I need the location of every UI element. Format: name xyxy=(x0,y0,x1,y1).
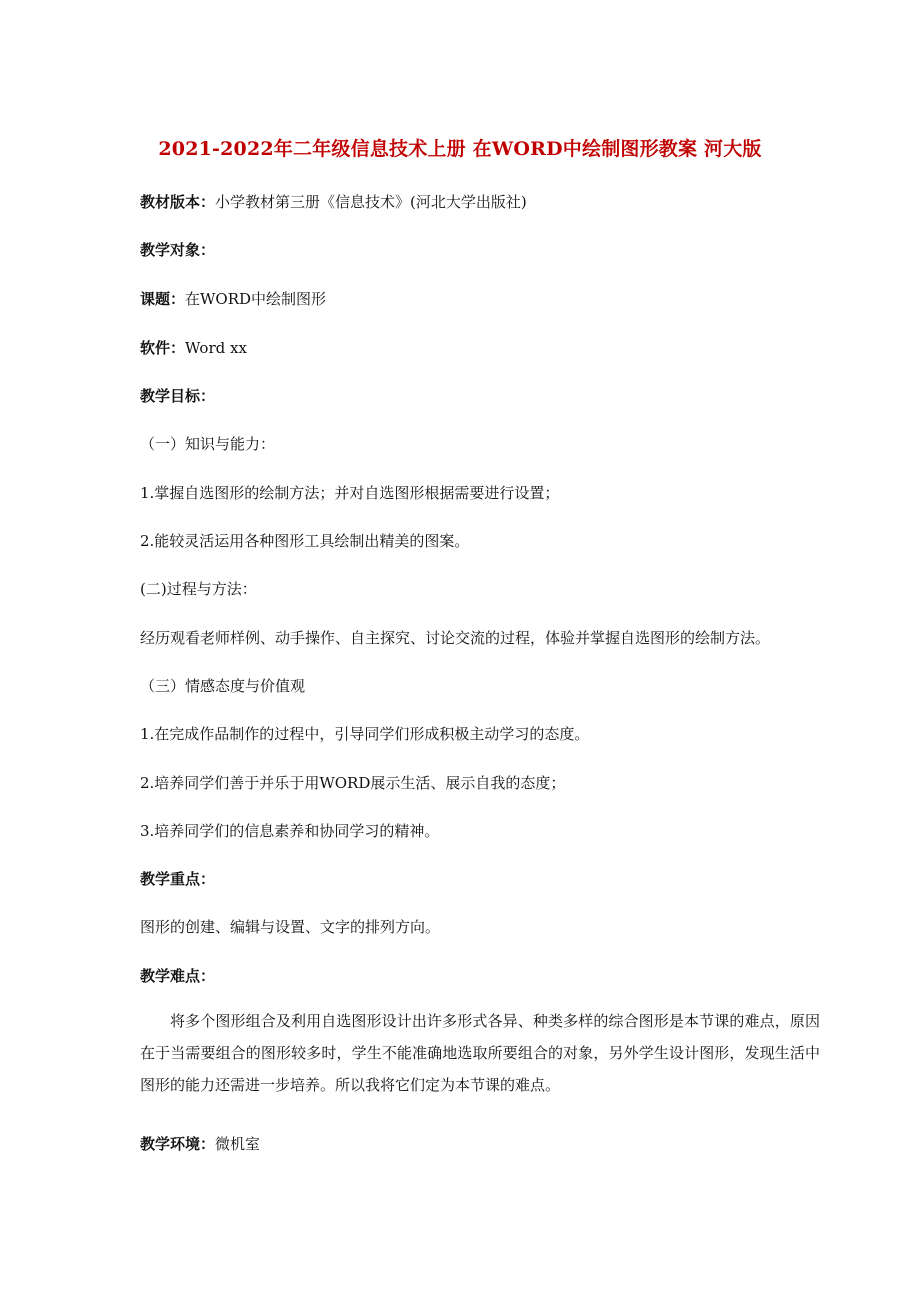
knowledge-item: 2.能较灵活运用各种图形工具绘制出精美的图案。 xyxy=(140,532,470,550)
objectives-label: 教学目标： xyxy=(140,387,216,405)
audience-label: 教学对象： xyxy=(140,241,216,259)
environment-value: 微机室 xyxy=(215,1135,261,1153)
process-text: 经历观看老师样例、动手操作、自主探究、讨论交流的过程，体验并掌握自选图形的绘制方法。 xyxy=(140,629,771,647)
attitude-item: 1.在完成作品制作的过程中，引导同学们形成积极主动学习的态度。 xyxy=(140,725,590,743)
key-points-line xyxy=(140,868,215,890)
edition-label: 教材版本： xyxy=(140,193,216,211)
difficulties-text: 将多个图形组合及利用自选图形设计出许多形式各异、种类多样的综合图形是本节课的难点，原因在于当需要组合的图形较多时，学生不能准确地选取所要组合的对象，另外学生设计图形，发现生活中图形的能力还需进一步培养。所以我将它们定为本节课的难点。 xyxy=(140,1012,820,1094)
attitude-heading: （三）情感态度与价值观 xyxy=(140,677,306,695)
difficulties-line xyxy=(140,965,215,987)
software-value: Word xx xyxy=(185,339,247,357)
edition-value: 小学教材第三册《信息技术》(河北大学出版社) xyxy=(215,193,527,211)
key-points-label: 教学重点： xyxy=(140,870,216,888)
document-title: 2021-2022年二年级信息技术上册 在WORD中绘制图形教案 河大版 xyxy=(158,138,762,160)
objectives-line xyxy=(140,385,215,407)
process-heading: (二)过程与方法： xyxy=(140,580,257,598)
topic-label: 课题： xyxy=(140,290,186,308)
topic-value: 在WORD中绘制图形 xyxy=(185,290,327,308)
knowledge-heading: （一）知识与能力： xyxy=(140,435,276,453)
environment-label: 教学环境： xyxy=(140,1135,216,1153)
edition-line xyxy=(140,191,527,213)
attitude-item: 2.培养同学们善于并乐于用WORD展示生活、展示自我的态度； xyxy=(140,774,566,792)
software-line xyxy=(140,337,247,359)
difficulties-label: 教学难点： xyxy=(140,967,216,985)
knowledge-item: 1.掌握自选图形的绘制方法；并对自选图形根据需要进行设置； xyxy=(140,484,560,502)
software-label: 软件： xyxy=(140,339,186,357)
topic-line xyxy=(140,288,326,310)
key-points-text: 图形的创建、编辑与设置、文字的排列方向。 xyxy=(140,918,441,936)
audience-line xyxy=(140,239,215,261)
attitude-item: 3.培养同学们的信息素养和协同学习的精神。 xyxy=(140,822,440,840)
environment-line xyxy=(140,1133,260,1155)
